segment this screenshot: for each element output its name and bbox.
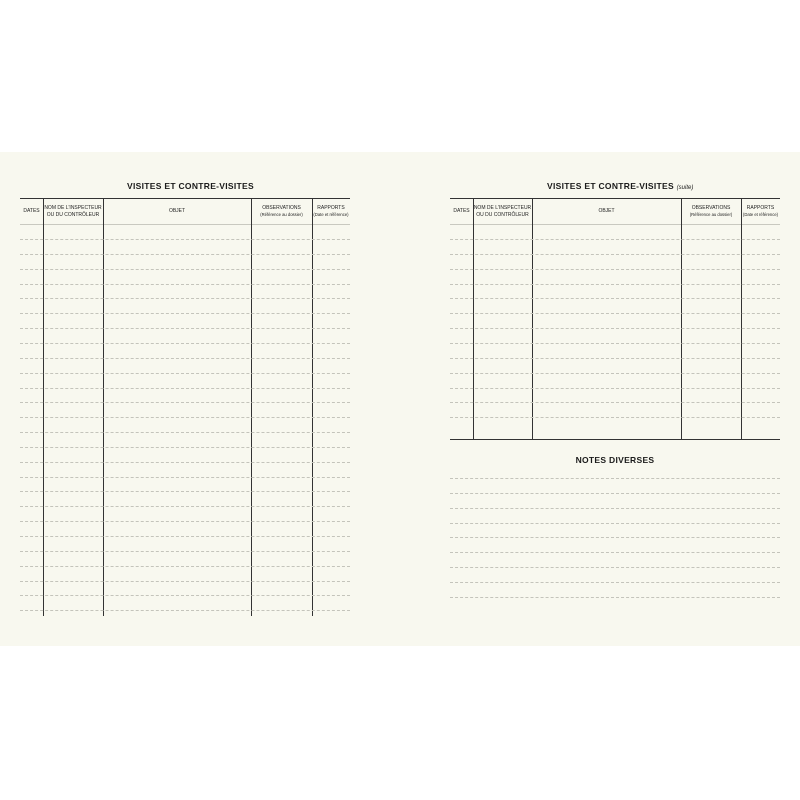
table-row-rule bbox=[450, 269, 780, 270]
notes-title: NOTES DIVERSES bbox=[575, 455, 655, 465]
table-row-rule bbox=[450, 239, 780, 240]
table-row-rule bbox=[20, 566, 350, 567]
table-row-rule bbox=[20, 269, 350, 270]
table-row-rule bbox=[450, 402, 780, 403]
right-col-observations-sub: (Référence au dossier) bbox=[689, 211, 733, 217]
table-row-rule bbox=[20, 477, 350, 478]
left-col-objet-label: OBJET bbox=[168, 208, 186, 214]
table-row-rule bbox=[20, 328, 350, 329]
left-col-dates-header bbox=[20, 208, 43, 215]
table-row-rule bbox=[450, 417, 780, 418]
left-page-title: VISITES ET CONTRE-VISITES bbox=[127, 181, 254, 191]
left-col-inspector-header bbox=[43, 205, 103, 218]
left-col-observations-header bbox=[251, 205, 312, 218]
right-col-objet-header bbox=[532, 208, 681, 215]
table-row-rule bbox=[450, 254, 780, 255]
right-table-bottom-rule bbox=[450, 439, 780, 440]
right-col-dates-header bbox=[450, 208, 473, 215]
left-col-observations-label: OBSERVATIONS bbox=[262, 205, 301, 211]
table-row-rule bbox=[20, 536, 350, 537]
table-row-rule bbox=[20, 521, 350, 522]
table-row-rule bbox=[20, 239, 350, 240]
right-col-inspector-line2: OU DU CONTRÔLEUR bbox=[476, 211, 529, 218]
right-page-title bbox=[547, 181, 693, 191]
table-row-rule bbox=[20, 432, 350, 433]
left-col-dates-label: DATES bbox=[23, 208, 40, 214]
right-col-objet-label: OBJET bbox=[598, 208, 615, 214]
right-col-dates-label: DATES bbox=[453, 208, 470, 214]
right-col-observations-header bbox=[681, 205, 741, 218]
table-row-rule bbox=[450, 343, 780, 344]
notes-line bbox=[450, 552, 780, 553]
table-row-rule bbox=[450, 328, 780, 329]
table-row-rule bbox=[450, 358, 780, 359]
left-col-objet-header bbox=[103, 208, 251, 215]
table-row-rule bbox=[20, 254, 350, 255]
table-row-rule bbox=[20, 447, 350, 448]
right-table-header-rule bbox=[450, 224, 780, 225]
notes-line bbox=[450, 537, 780, 538]
right-col-inspector-line1: NOM DE L'INSPECTEUR bbox=[473, 205, 532, 211]
right-page-title-text: VISITES ET CONTRE-VISITES bbox=[547, 181, 674, 191]
right-col-observations-label: OBSERVATIONS bbox=[691, 205, 731, 211]
table-row-rule bbox=[20, 313, 350, 314]
left-col-divider-observations bbox=[312, 198, 313, 616]
right-col-rapports-label: RAPPORTS bbox=[746, 205, 775, 211]
table-row-rule bbox=[20, 581, 350, 582]
right-col-rapports-sub: (Date et référence) bbox=[742, 211, 779, 217]
table-row-rule bbox=[20, 358, 350, 359]
left-col-observations-sub: (Référence au dossier) bbox=[260, 211, 303, 217]
table-row-rule bbox=[450, 284, 780, 285]
table-row-rule bbox=[20, 551, 350, 552]
notes-line bbox=[450, 493, 780, 494]
table-row-rule bbox=[450, 388, 780, 389]
left-table-header-rule bbox=[20, 224, 350, 225]
left-col-inspector-line1: NOM DE L'INSPECTEUR bbox=[44, 205, 102, 211]
table-row-rule bbox=[450, 298, 780, 299]
left-col-inspector-line2: OU DU CONTRÔLEUR bbox=[46, 211, 100, 218]
table-row-rule bbox=[20, 506, 350, 507]
left-table-top-rule bbox=[20, 198, 350, 199]
notes-line bbox=[450, 582, 780, 583]
table-row-rule bbox=[20, 298, 350, 299]
table-row-rule bbox=[20, 595, 350, 596]
left-col-divider-objet bbox=[251, 198, 252, 616]
table-row-rule bbox=[20, 402, 350, 403]
notebook-spread bbox=[0, 152, 800, 646]
right-col-inspector-header bbox=[473, 205, 532, 218]
right-page-title-suffix: (suite) bbox=[676, 185, 694, 191]
table-row-rule bbox=[20, 610, 350, 611]
table-row-rule bbox=[20, 417, 350, 418]
notes-line bbox=[450, 508, 780, 509]
table-row-rule bbox=[20, 373, 350, 374]
notes-line bbox=[450, 567, 780, 568]
left-col-rapports-label: RAPPORTS bbox=[317, 205, 345, 211]
table-row-rule bbox=[20, 284, 350, 285]
notes-line bbox=[450, 478, 780, 479]
notes-line bbox=[450, 523, 780, 524]
right-col-rapports-header bbox=[741, 205, 780, 218]
table-row-rule bbox=[20, 491, 350, 492]
left-col-rapports-header bbox=[312, 205, 350, 218]
left-col-rapports-sub: (Date et référence) bbox=[313, 211, 349, 217]
left-col-divider-dates bbox=[43, 198, 44, 616]
right-table-top-rule bbox=[450, 198, 780, 199]
notes-line bbox=[450, 597, 780, 598]
table-row-rule bbox=[450, 373, 780, 374]
table-row-rule bbox=[20, 388, 350, 389]
table-row-rule bbox=[20, 462, 350, 463]
left-col-divider-inspector bbox=[103, 198, 104, 616]
table-row-rule bbox=[450, 313, 780, 314]
table-row-rule bbox=[20, 343, 350, 344]
